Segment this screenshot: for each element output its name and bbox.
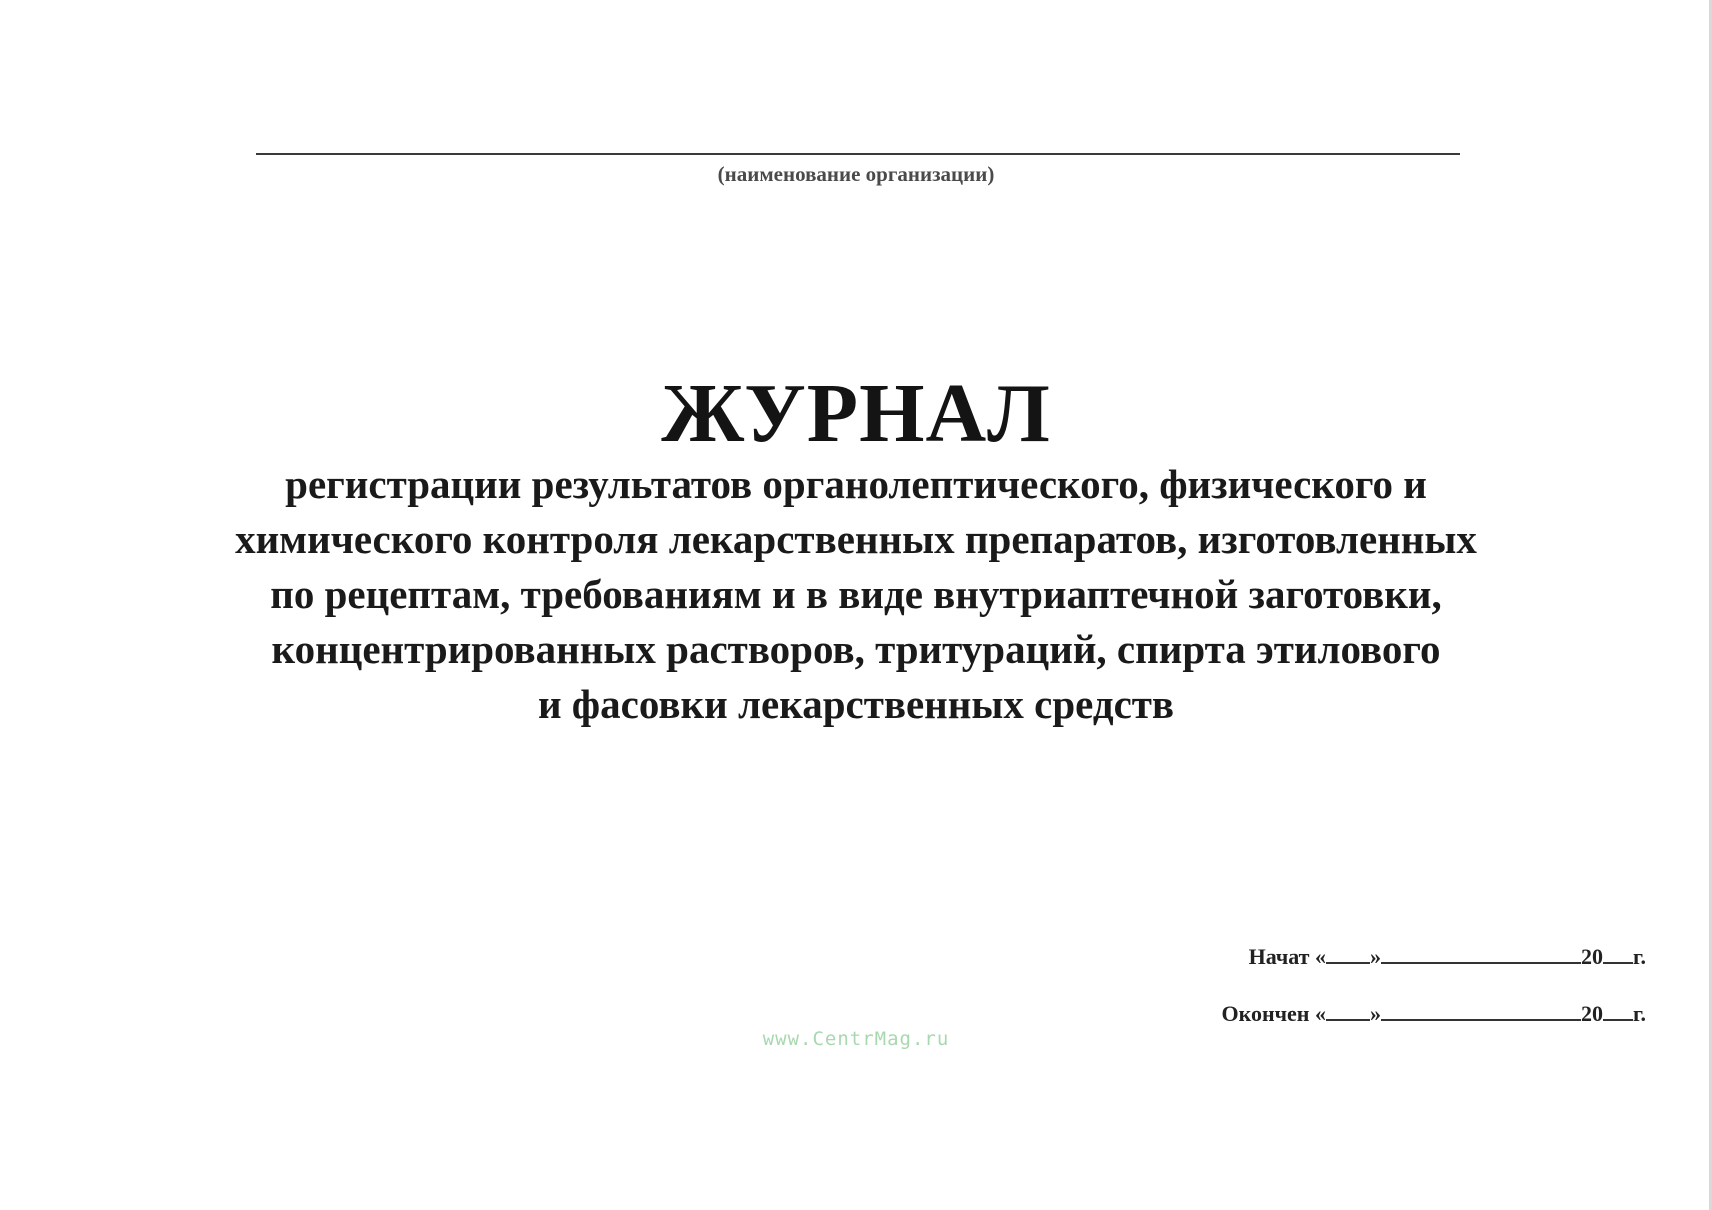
start-date-label: Начат <box>1248 944 1310 969</box>
start-close-quote: » <box>1369 944 1381 969</box>
journal-subtitle <box>0 457 1712 732</box>
start-year-suffix: г. <box>1632 944 1646 969</box>
end-year-prefix: 20 <box>1580 1001 1603 1026</box>
end-day-blank <box>1326 1001 1370 1021</box>
end-close-quote: » <box>1369 1001 1381 1026</box>
start-year-blank <box>1603 944 1633 964</box>
end-month-blank <box>1381 1001 1581 1021</box>
end-open-quote: « <box>1314 1001 1326 1026</box>
journal-title: ЖУРНАЛ <box>661 367 1051 460</box>
start-year-prefix: 20 <box>1580 944 1603 969</box>
subtitle-line: регистрации результатов органолептического, физического и <box>285 461 1427 507</box>
end-year-suffix: г. <box>1632 1001 1646 1026</box>
subtitle-line: и фасовки лекарственных средств <box>537 681 1175 727</box>
end-date-label: Окончен <box>1221 1001 1310 1026</box>
end-date-row <box>1086 1001 1646 1031</box>
subtitle-line: химического контроля лекарственных препаратов, изготовленных <box>235 516 1477 562</box>
start-month-blank <box>1381 944 1581 964</box>
organization-name-line <box>256 153 1460 155</box>
start-day-blank <box>1326 944 1370 964</box>
start-date-row <box>1086 944 1646 974</box>
subtitle-line: по рецептам, требованиям и в виде внутриаптечной заготовки, <box>270 571 1442 617</box>
organization-caption: (наименование организации) <box>717 162 995 186</box>
watermark: www.CentrMag.ru <box>762 1028 950 1050</box>
subtitle-line: концентрированных растворов, тритураций, спирта этилового <box>271 626 1441 672</box>
end-year-blank <box>1603 1001 1633 1021</box>
start-open-quote: « <box>1314 944 1326 969</box>
